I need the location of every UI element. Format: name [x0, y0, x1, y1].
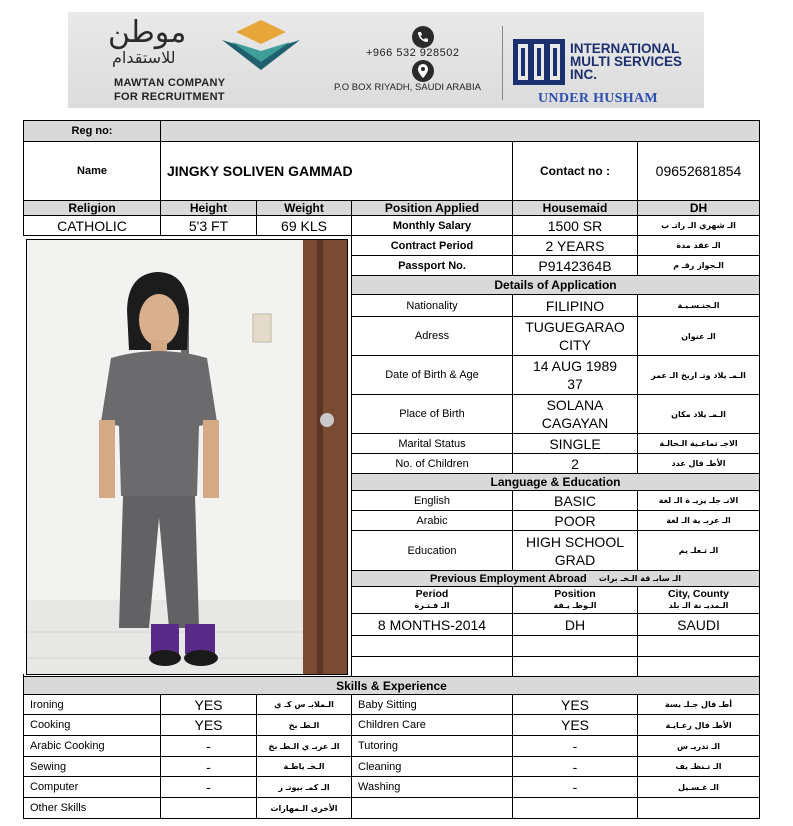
- nationality-label: Nationality: [351, 294, 513, 317]
- skill-arabic: الـخـ ياطـة: [256, 756, 352, 777]
- address-value: TUGUEGARAO CITY: [512, 316, 638, 356]
- prev-employment-empty-cell: [637, 656, 760, 677]
- company-address: P.O BOX RIYADH, SAUDI ARABIA: [334, 82, 481, 93]
- skill-label: Baby Sitting: [351, 694, 513, 715]
- skill-arabic: الـ تـنظـ يف: [637, 756, 760, 777]
- prev-employment-period: 8 MONTHS-2014: [351, 613, 513, 636]
- weight-value: 69 KLS: [256, 215, 352, 236]
- mawtan-company-name: MAWTAN COMPANY FOR RECRUITMENT: [114, 77, 226, 103]
- skill-value: -: [512, 776, 638, 798]
- place-of-birth-label: Place of Birth: [351, 394, 513, 434]
- address-arabic: الـ عنوان: [637, 316, 760, 356]
- height-value: 5'3 FT: [160, 215, 257, 236]
- skill-arabic: [637, 797, 760, 819]
- skill-label: Cooking: [23, 714, 161, 736]
- english-label: English: [351, 490, 513, 511]
- skill-arabic: الـ غـسـيل: [637, 776, 760, 798]
- position-code: DH: [637, 200, 760, 216]
- skill-arabic: الـ تدريـ س: [637, 735, 760, 757]
- address-label: Adress: [351, 316, 513, 356]
- prev-employment-city: SAUDI: [637, 613, 760, 636]
- skill-arabic: الأطـ فال رعـايـة: [637, 714, 760, 736]
- mawtan-logo-icon: [218, 18, 304, 70]
- prev-employment-empty-cell: [351, 656, 513, 677]
- arabic-value: POOR: [512, 510, 638, 531]
- weight-label: Weight: [256, 200, 352, 216]
- under-husham-text: UNDER HUSHAM: [538, 91, 658, 106]
- skill-value: YES: [512, 694, 638, 715]
- nationality-arabic: الـجنـسـيـة: [637, 294, 760, 317]
- period-column-header: Period الـ فـتـرة: [351, 586, 513, 614]
- applicant-photo: [26, 239, 348, 675]
- mawtan-arabic-logo-subtext: للاستقدام: [112, 48, 176, 67]
- nationality-value: FILIPINO: [512, 294, 638, 317]
- ims-logo-icon: [512, 38, 566, 86]
- skill-label: Children Care: [351, 714, 513, 736]
- name-label: Name: [23, 141, 161, 201]
- prev-employment-empty-cell: [351, 635, 513, 657]
- skill-label: Tutoring: [351, 735, 513, 757]
- company-header: [68, 12, 704, 108]
- monthly-salary-value: 1500 SR: [512, 215, 638, 236]
- prev-employment-empty-cell: [512, 656, 638, 677]
- dob-age-value: 14 AUG 1989 37: [512, 355, 638, 395]
- passport-arabic: الـجواز رقـ م: [637, 255, 760, 276]
- skill-value: YES: [160, 694, 257, 715]
- skill-value: -: [512, 756, 638, 777]
- english-value: BASIC: [512, 490, 638, 511]
- english-arabic: الانـ جلـ يزيـ ة الـ لغة: [637, 490, 760, 511]
- company-phone: +966 532 928502: [366, 47, 460, 59]
- language-education-title: Language & Education: [351, 473, 760, 491]
- name-value: JINGKY SOLIVEN GAMMAD: [160, 141, 513, 201]
- skill-arabic: أطـ فال جـلـ يسة: [637, 694, 760, 715]
- skill-label: Arabic Cooking: [23, 735, 161, 757]
- details-of-application-title: Details of Application: [351, 275, 760, 295]
- skill-arabic: الأخرى الـمهارات: [256, 797, 352, 819]
- skill-label: Computer: [23, 776, 161, 798]
- children-value: 2: [512, 453, 638, 474]
- passport-value: P9142364B: [512, 255, 638, 276]
- contract-period-arabic: الـ عقد مدة: [637, 235, 760, 256]
- reg-no-value: [160, 120, 760, 142]
- marital-status-arabic: الاجـ تماعـية الـحالـة: [637, 433, 760, 454]
- skills-experience-title: Skills & Experience: [23, 676, 760, 695]
- skill-label: Washing: [351, 776, 513, 798]
- marital-status-label: Marital Status: [351, 433, 513, 454]
- header-divider: [502, 26, 503, 100]
- place-of-birth-arabic: الـمـ يلاد مكان: [637, 394, 760, 434]
- skill-value: YES: [160, 714, 257, 736]
- arabic-label: Arabic: [351, 510, 513, 531]
- dob-age-arabic: الـمـ يلاد وتـ اريخ الـ عمر: [637, 355, 760, 395]
- location-pin-icon: [412, 60, 434, 82]
- contract-period-value: 2 YEARS: [512, 235, 638, 256]
- skill-label: [351, 797, 513, 819]
- height-label: Height: [160, 200, 257, 216]
- phone-icon: [412, 26, 434, 48]
- position-column-header: Position الـوظـ يـفة: [512, 586, 638, 614]
- contact-value: 09652681854: [637, 141, 760, 201]
- skill-value: [512, 797, 638, 819]
- previous-employment-title: Previous Employment Abroad الـ سابـ قة الـخـ برات: [351, 570, 760, 587]
- contact-label: Contact no :: [512, 141, 638, 201]
- education-label: Education: [351, 530, 513, 571]
- prev-employment-empty-cell: [637, 635, 760, 657]
- place-of-birth-value: SOLANA CAGAYAN: [512, 394, 638, 434]
- passport-label: Passport No.: [351, 255, 513, 276]
- skill-value: -: [160, 756, 257, 777]
- skill-value: YES: [512, 714, 638, 736]
- monthly-salary-arabic: الـ شهري الـ راتـ ب: [637, 215, 760, 236]
- children-arabic: الأطـ فال عدد: [637, 453, 760, 474]
- arabic-arabic: الـ عربـ ية الـ لغة: [637, 510, 760, 531]
- reg-no-label: Reg no:: [23, 120, 161, 142]
- city-column-header: City, County الـمديـ نة الـ بلد: [637, 586, 760, 614]
- religion-label: Religion: [23, 200, 161, 216]
- skill-arabic: الـ عربـ ي الـطـ بخ: [256, 735, 352, 757]
- skill-label: Other Skills: [23, 797, 161, 819]
- monthly-salary-label: Monthly Salary: [351, 215, 513, 236]
- position-applied-label: Position Applied: [351, 200, 513, 216]
- skill-arabic: الـملابـ س كـ ي: [256, 694, 352, 715]
- education-arabic: الـ تـعلـ يم: [637, 530, 760, 571]
- ims-company-name: INTERNATIONAL MULTI SERVICES INC.: [570, 41, 683, 82]
- skill-value: -: [512, 735, 638, 757]
- skill-arabic: الـ كمـ بيوتـ ر: [256, 776, 352, 798]
- skill-arabic: الـطـ بخ: [256, 714, 352, 736]
- children-label: No. of Children: [351, 453, 513, 474]
- skill-label: Cleaning: [351, 756, 513, 777]
- prev-employment-position: DH: [512, 613, 638, 636]
- marital-status-value: SINGLE: [512, 433, 638, 454]
- mawtan-arabic-logo-text: موطن: [108, 15, 187, 50]
- religion-value: CATHOLIC: [23, 215, 161, 236]
- education-value: HIGH SCHOOL GRAD: [512, 530, 638, 571]
- position-applied-value: Housemaid: [512, 200, 638, 216]
- skill-label: Ironing: [23, 694, 161, 715]
- skill-value: -: [160, 776, 257, 798]
- contract-period-label: Contract Period: [351, 235, 513, 256]
- dob-age-label: Date of Birth & Age: [351, 355, 513, 395]
- skill-value: -: [160, 735, 257, 757]
- skill-value: [160, 797, 257, 819]
- skill-label: Sewing: [23, 756, 161, 777]
- prev-employment-empty-cell: [512, 635, 638, 657]
